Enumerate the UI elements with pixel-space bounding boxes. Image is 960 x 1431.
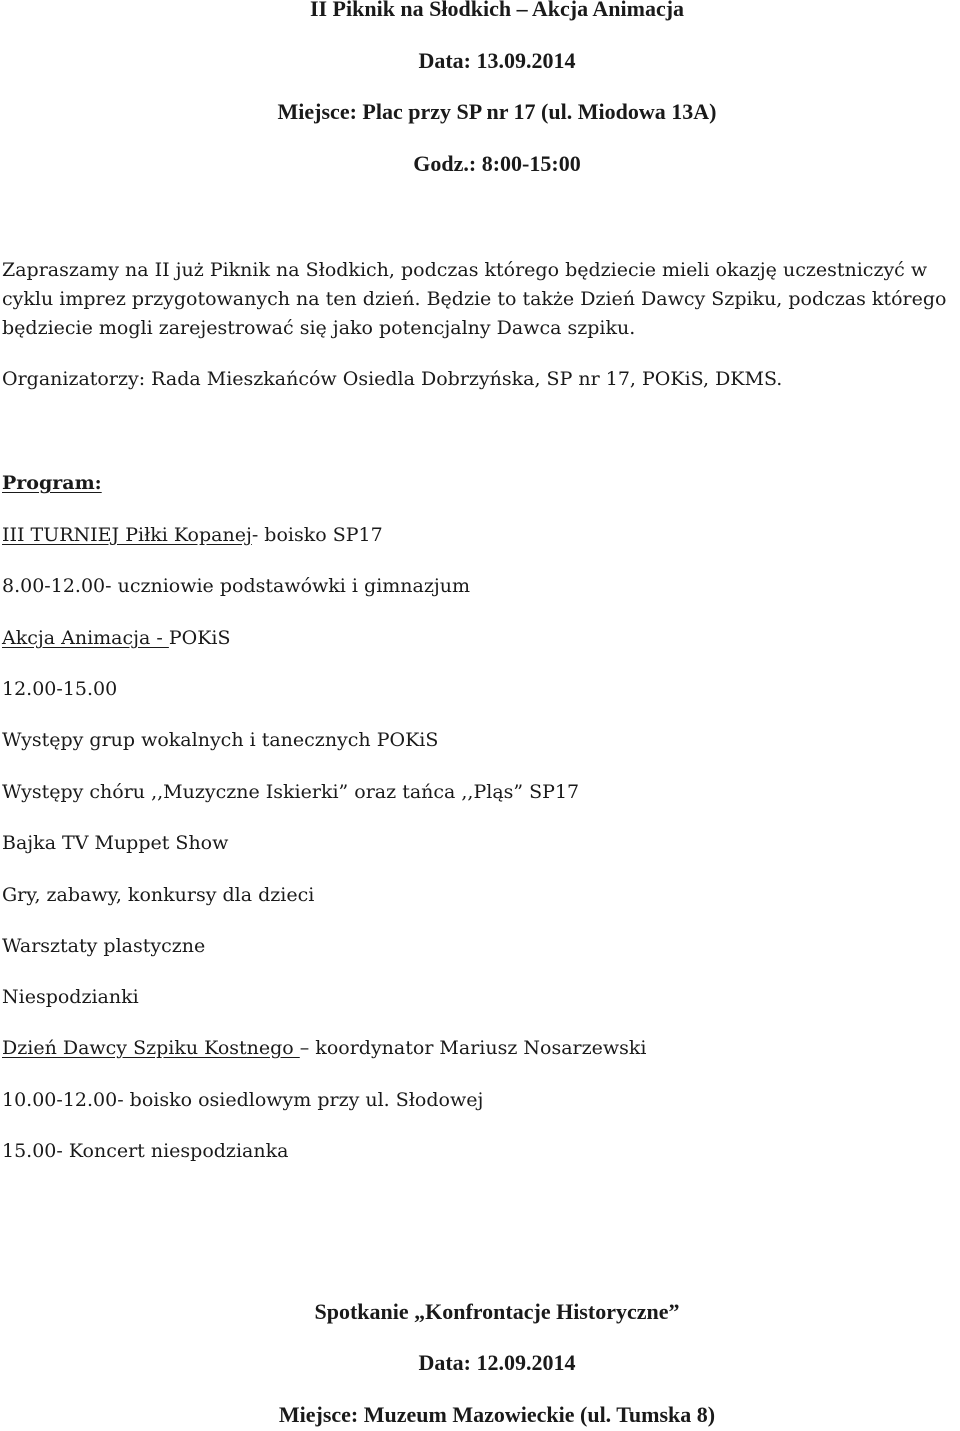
event1-intro: Zapraszamy na II już Piknik na Słodkich, podczas którego będziecie mieli okazję uczestniczyć w cyklu imprez przygotowanych na ten dzień. Będzie to także Dzień Dawcy Szpiku, podczas którego będziecie mogli zarejestrować się jako potencjalny Dawca szpiku. bbox=[2, 259, 947, 339]
concert-line: 15.00- Koncert niespodzianka bbox=[2, 1140, 289, 1162]
animacja-item: Występy grup wokalnych i tanecznych POKiS bbox=[2, 729, 439, 751]
ddsk-time: 10.00-12.00- boisko osiedlowym przy ul. Słodowej bbox=[2, 1089, 484, 1111]
animacja-item: Niespodzianki bbox=[2, 986, 139, 1008]
animacja-item: Gry, zabawy, konkursy dla dzieci bbox=[2, 884, 315, 906]
animacja-title: Akcja Animacja - bbox=[2, 627, 169, 649]
tournament-title: III TURNIEJ Piłki Kopanej bbox=[2, 524, 252, 546]
ddsk-title: Dzień Dawcy Szpiku Kostnego bbox=[2, 1037, 300, 1059]
ddsk-suffix: – koordynator Mariusz Nosarzewski bbox=[299, 1037, 647, 1059]
animacja-item: Warsztaty plastyczne bbox=[2, 935, 206, 957]
animacja-time: 12.00-15.00 bbox=[2, 678, 118, 700]
event2-date: Data: 12.09.2014 bbox=[418, 1350, 576, 1375]
animacja-suffix: POKiS bbox=[168, 627, 231, 649]
event1-date: Data: 13.09.2014 bbox=[418, 48, 576, 73]
tournament-time: 8.00-12.00- uczniowie podstawówki i gimnazjum bbox=[2, 575, 471, 597]
tournament-suffix: - boisko SP17 bbox=[251, 524, 383, 546]
event1-hours: Godz.: 8:00-15:00 bbox=[413, 151, 581, 176]
animacja-line bbox=[2, 627, 231, 649]
ddsk-line bbox=[2, 1037, 647, 1059]
event1-place: Miejsce: Plac przy SP nr 17 (ul. Miodowa 13A) bbox=[277, 99, 717, 124]
animacja-item: Występy chóru ,,Muzyczne Iskierki” oraz tańca ,,Pląs” SP17 bbox=[2, 781, 580, 803]
event2-place: Miejsce: Muzeum Mazowieckie (ul. Tumska 8) bbox=[278, 1402, 716, 1427]
event2-title: Spotkanie „Konfrontacje Historyczne” bbox=[314, 1299, 680, 1324]
animacja-item: Bajka TV Muppet Show bbox=[2, 832, 229, 854]
event1-organizers: Organizatorzy: Rada Mieszkańców Osiedla Dobrzyńska, SP nr 17, POKiS, DKMS. bbox=[2, 368, 783, 390]
event1-title: II Piknik na Słodkich – Akcja Animacja bbox=[309, 0, 685, 21]
program-heading: Program: bbox=[2, 472, 102, 494]
tournament-line bbox=[2, 524, 383, 546]
